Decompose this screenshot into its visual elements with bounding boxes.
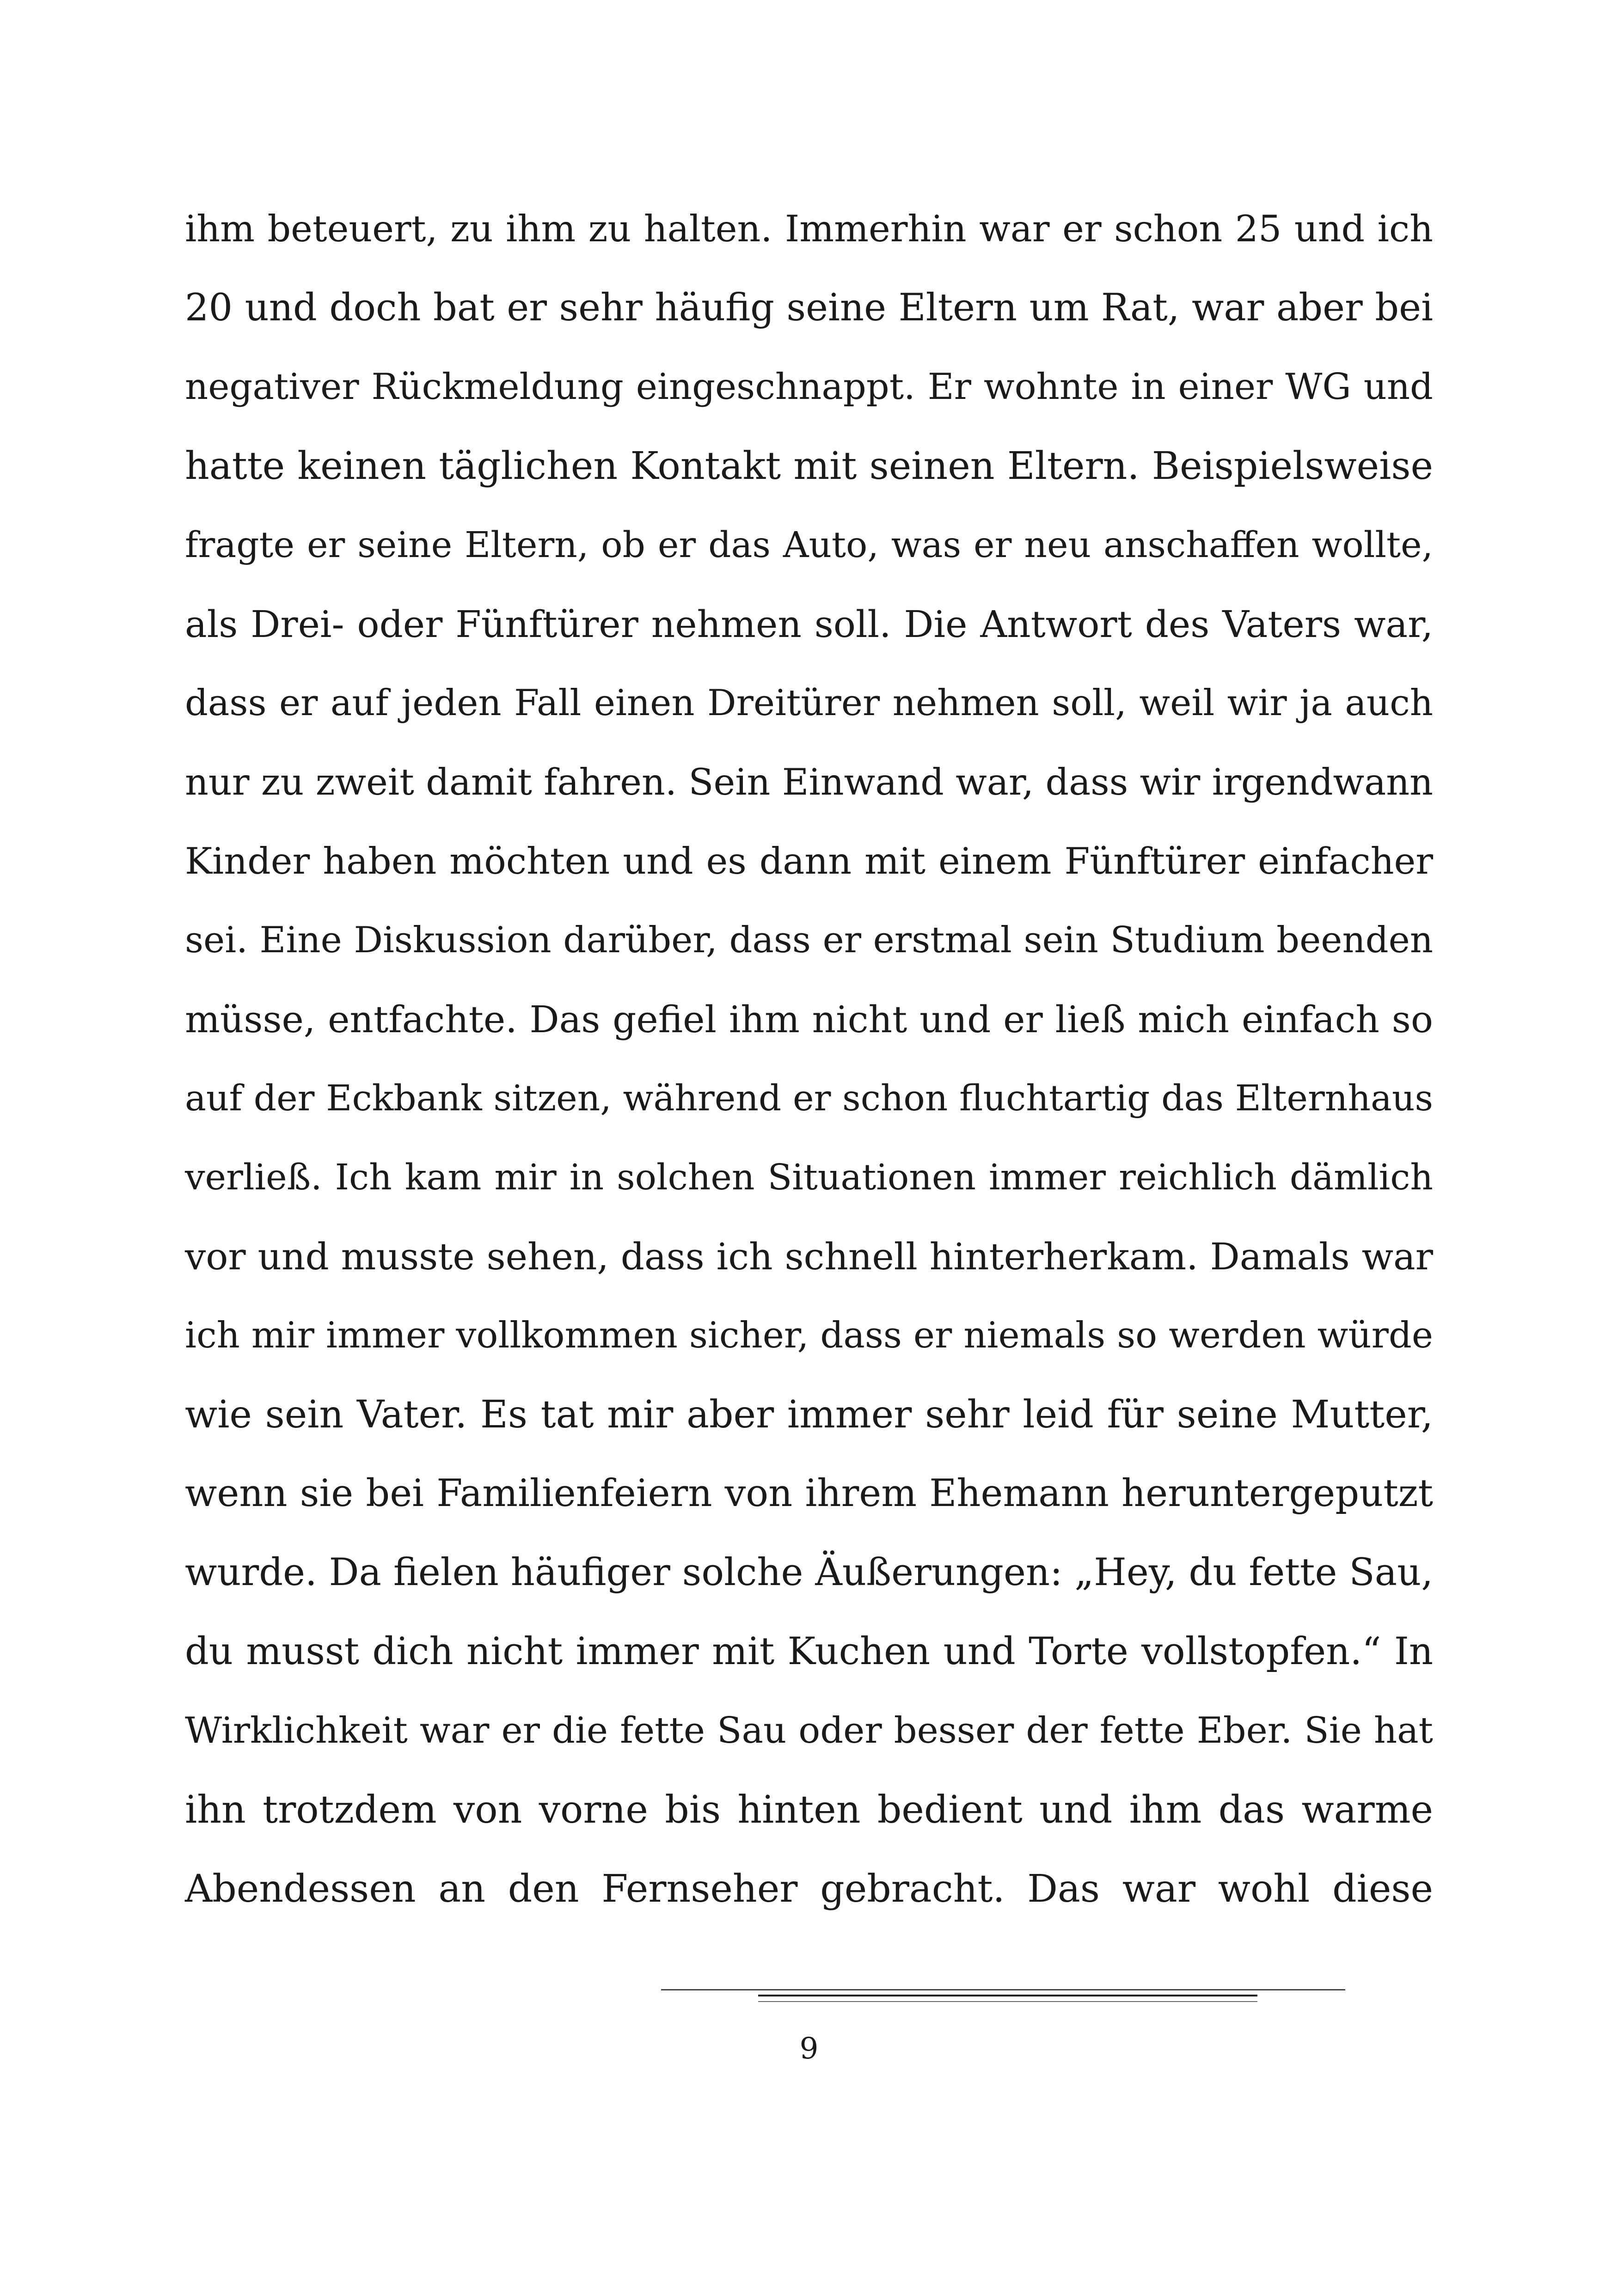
text-line: ich mir immer vollkommen sicher, dass er niemals so werden würde — [185, 1315, 1433, 1356]
text-line: Abendessen an den Fernseher gebracht. Das war wohl diese — [185, 1867, 1433, 1911]
footer-divider-thin — [758, 2001, 1257, 2002]
footer-divider-thick — [758, 1995, 1257, 1996]
page-number-text: 9 — [799, 2032, 819, 2066]
text-line: hatte keinen täglichen Kontakt mit seinen Eltern. Beispielsweise — [185, 444, 1433, 488]
footer-divider — [661, 1989, 1345, 1990]
text-line: nur zu zweit damit fahren. Sein Einwand war, dass wir irgendwann — [185, 761, 1433, 803]
text-line: dass er auf jeden Fall einen Dreitürer nehmen soll, weil wir ja auch — [185, 682, 1433, 724]
text-line: als Drei- oder Fünftürer nehmen soll. Die Antwort des Vaters war, — [185, 603, 1433, 646]
text-line: wurde. Da fielen häufiger solche Äußerungen: „Hey, du fette Sau, — [185, 1551, 1433, 1594]
text-line: auf der Eckbank sitzen, während er schon fluchtartig das Elternhaus — [185, 1078, 1433, 1119]
text-line: negativer Rückmeldung eingeschnappt. Er wohnte in einer WG und — [185, 366, 1433, 408]
text-line: fragte er seine Eltern, ob er das Auto, was er neu anschaffen wollte, — [185, 525, 1433, 566]
text-line: wie sein Vater. Es tat mir aber immer sehr leid für seine Mutter, — [185, 1393, 1433, 1437]
text-line: vor und musste sehen, dass ich schnell hinterherkam. Damals war — [185, 1235, 1433, 1278]
text-line: ihm beteuert, zu ihm zu halten. Immerhin war er schon 25 und ich — [185, 208, 1433, 250]
text-line: 20 und doch bat er sehr häufig seine Eltern um Rat, war aber bei — [185, 286, 1433, 330]
text-line: sei. Eine Diskussion darüber, dass er erstmal sein Studium beenden — [185, 919, 1433, 961]
text-line: müsse, entfachte. Das gefiel ihm nicht und er ließ mich einfach so — [185, 998, 1433, 1041]
text-line: verließ. Ich kam mir in solchen Situationen immer reichlich dämlich — [185, 1157, 1433, 1198]
text-line: Kinder haben möchten und es dann mit einem Fünftürer einfacher — [185, 840, 1433, 882]
text-line: du musst dich nicht immer mit Kuchen und Torte vollstopfen.“ In — [185, 1630, 1433, 1673]
page-number — [0, 2032, 1618, 2066]
body-text — [185, 190, 1433, 1929]
text-line: wenn sie bei Familienfeiern von ihrem Ehemann heruntergeputzt — [185, 1472, 1433, 1515]
text-line: ihn trotzdem von vorne bis hinten bedient und ihm das warme — [185, 1788, 1433, 1832]
text-line: Wirklichkeit war er die fette Sau oder besser der fette Eber. Sie hat — [185, 1710, 1433, 1751]
